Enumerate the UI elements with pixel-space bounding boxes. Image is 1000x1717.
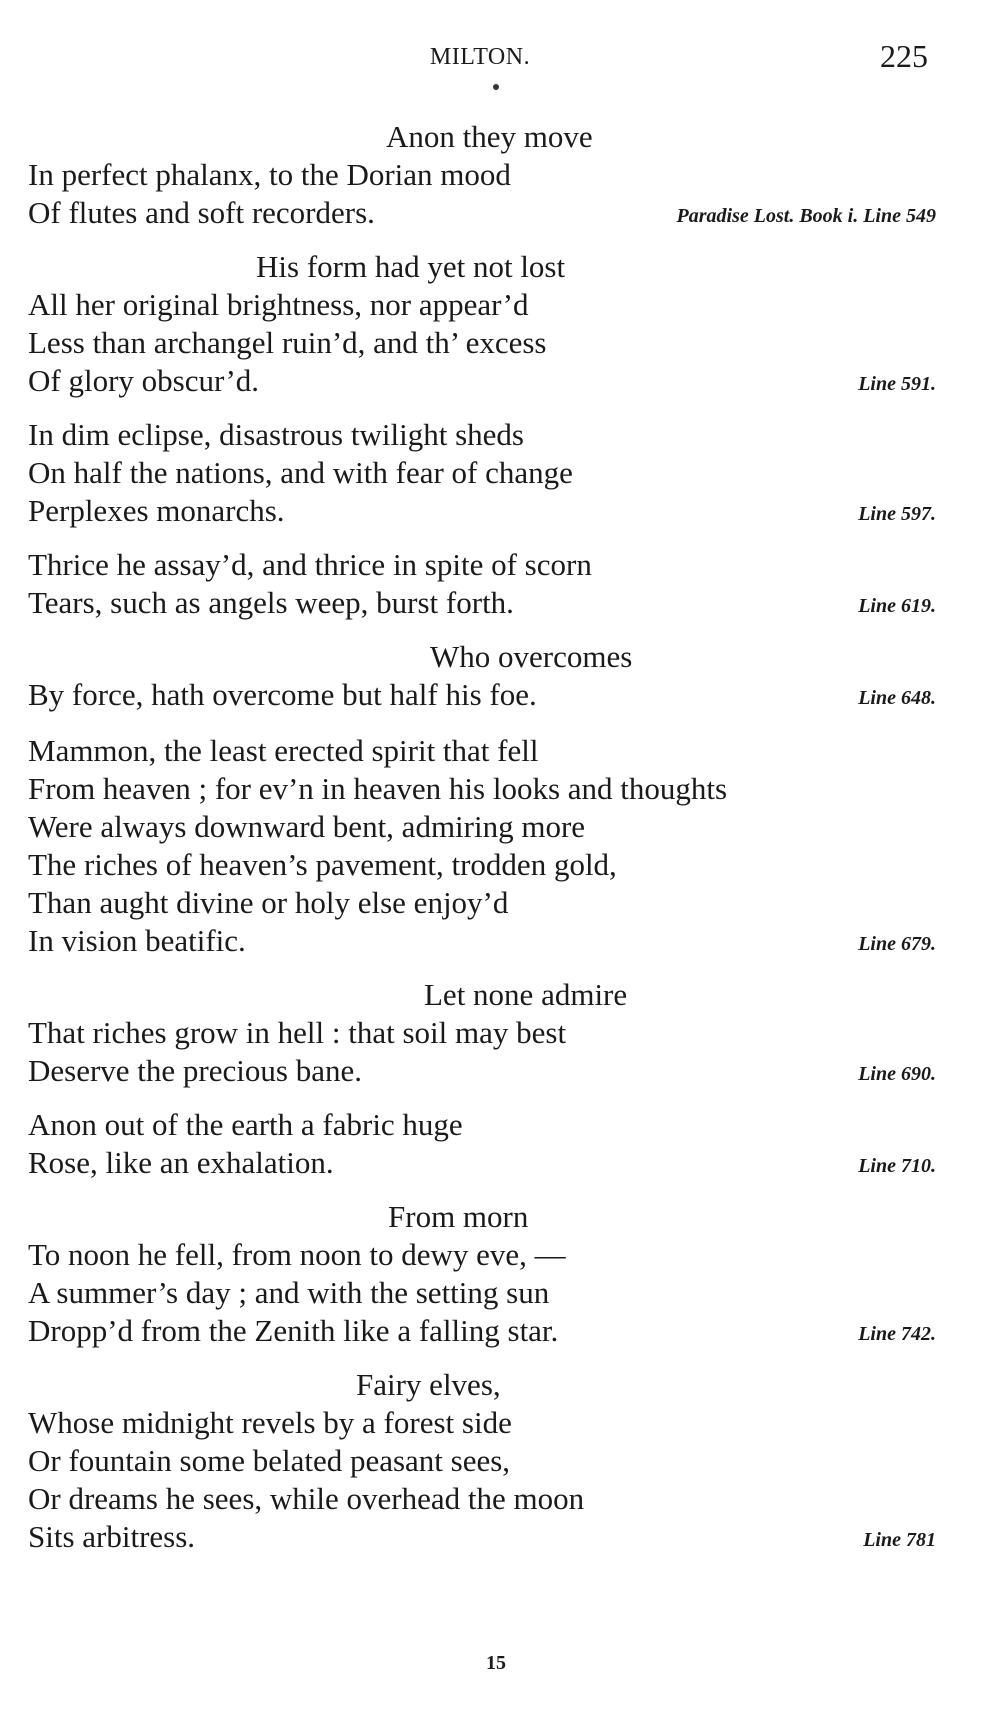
quotation-block [28,416,948,530]
verse-line: Were always downward bent, admiring more [28,809,586,844]
verse-line: Thrice he assay’d, and thrice in spite of scorn [28,547,592,582]
quotation-block [28,1366,948,1556]
verse-line: Mammon, the least erected spirit that fell [28,733,539,768]
verse-line: Whose midnight revels by a forest side [28,1405,512,1440]
header-ornament-dot [493,84,499,90]
quotation-block [28,1106,948,1182]
verse-line: Anon they move [386,119,593,154]
page-footer [0,1652,1000,1675]
signature-mark: 15 [486,1652,506,1674]
page-number: 225 [880,38,928,74]
line-citation: Line 619. [858,595,936,617]
line-citation: Line 710. [858,1155,936,1177]
line-citation: Line 690. [858,1063,936,1085]
verse-line: Of glory obscur’d. [28,363,260,398]
verse-line: In vision beatific. [28,923,246,958]
verse-line: Or dreams he sees, while overhead the moon [28,1481,585,1516]
page-header [0,38,1000,88]
verse-line: On half the nations, and with fear of change [28,455,573,490]
verse-line: Or fountain some belated peasant sees, [28,1443,511,1478]
verse-line: From heaven ; for ev’n in heaven his looks and thoughts [28,771,728,806]
quotation-block [28,1198,948,1350]
verse-line: Who overcomes [430,639,633,674]
line-citation: Line 781 [863,1529,936,1551]
verse-line: Tears, such as angels weep, burst forth. [28,585,514,620]
line-citation: Paradise Lost. Book i. Line 549 [676,205,936,227]
line-citation: Line 591. [858,373,936,395]
line-citation: Line 742. [858,1323,936,1345]
verse-line: Sits arbitress. [28,1519,196,1554]
running-head: MILTON. [429,44,531,70]
verse-line: The riches of heaven’s pavement, trodden gold, [28,847,617,882]
verse-line: Deserve the precious bane. [28,1053,362,1088]
quotation-block [28,976,948,1090]
verse-line: To noon he fell, from noon to dewy eve, — [28,1237,566,1272]
verse-line: His form had yet not lost [256,249,566,284]
quotation-block [28,732,948,960]
verse-line: Fairy elves, [356,1367,501,1402]
quotation-list [28,118,948,1556]
verse-line: Than aught divine or holy else enjoy’d [28,885,509,920]
verse-line: In perfect phalanx, to the Dorian mood [28,157,511,192]
verse-line: Perplexes monarchs. [28,493,285,528]
verse-line: All her original brightness, nor appear’d [28,287,529,322]
verse-line: That riches grow in hell : that soil may best [28,1015,567,1050]
verse-line: From morn [388,1199,529,1234]
line-citation: Line 597. [858,503,936,525]
verse-line: Less than archangel ruin’d, and th’ excess [28,325,547,360]
verse-line: By force, hath overcome but half his foe. [28,677,537,712]
quotation-block [28,638,948,714]
verse-line: Let none admire [424,977,628,1012]
verse-line: Dropp’d from the Zenith like a falling star. [28,1313,559,1348]
verse-line: Anon out of the earth a fabric huge [28,1107,463,1142]
line-citation: Line 679. [858,933,936,955]
verse-line: Of flutes and soft recorders. [28,195,375,230]
verse-line: Rose, like an exhalation. [28,1145,334,1180]
line-citation: Line 648. [858,687,936,709]
quotation-block [28,118,948,232]
quotation-block [28,546,948,622]
verse-line: A summer’s day ; and with the setting sun [28,1275,550,1310]
verse-line: In dim eclipse, disastrous twilight sheds [28,417,524,452]
quotation-block [28,248,948,400]
